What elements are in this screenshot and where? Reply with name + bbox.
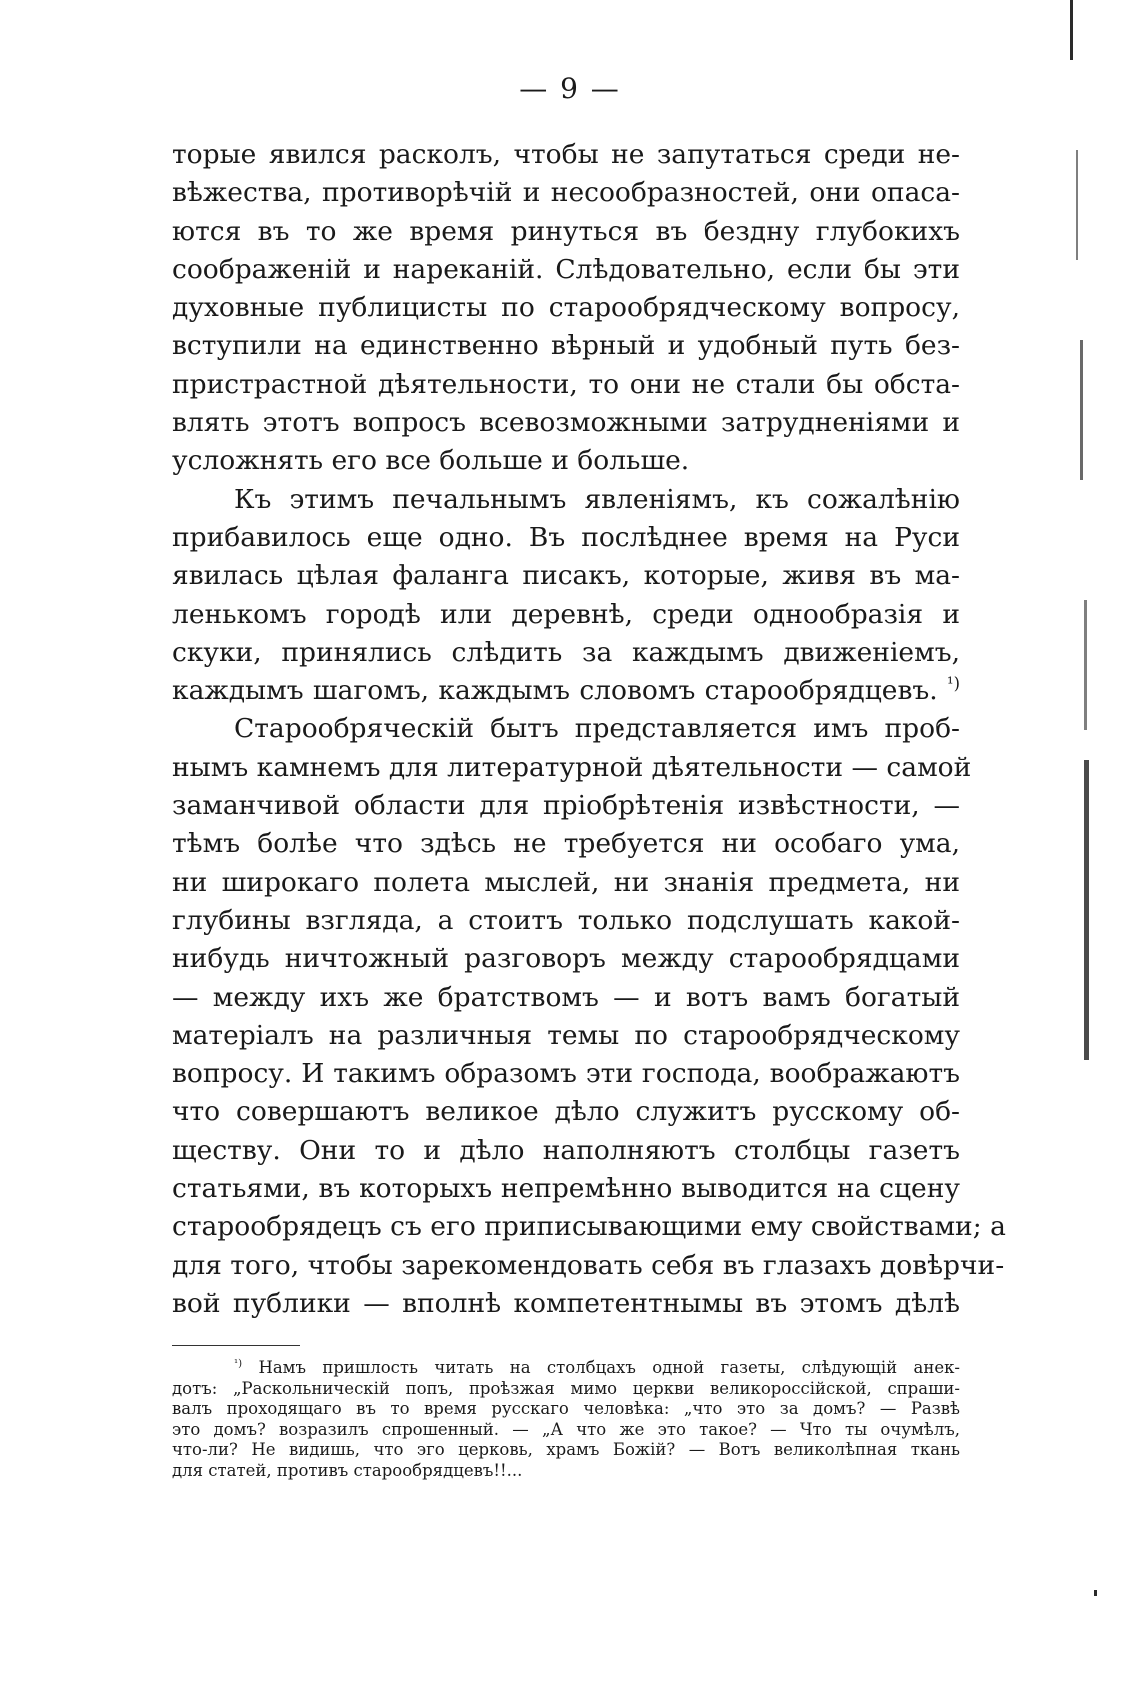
text-line: влять этотъ вопросъ всевозможными затрудненіями и <box>172 407 960 439</box>
text-line: — между ихъ же братствомъ — и вотъ вамъ богатый <box>172 981 960 1013</box>
text-line: духовные публицисты по старообрядческому вопросу, <box>172 292 960 324</box>
text-line: нымъ камнемъ для литературной дѣятельности — самой <box>172 751 972 783</box>
footnote-line: это домъ? возразилъ спрошенный. — „А что же это такое? — Что ты очумѣлъ, <box>172 1419 960 1439</box>
footnote-line: валъ проходящаго въ то время русскаго человѣка: „что это за домъ? — Развѣ <box>172 1399 960 1419</box>
footnote-marker: ¹) <box>234 1358 243 1370</box>
text-line: для того, чтобы зарекомендовать себя въ глазахъ довѣрчи- <box>172 1249 1005 1281</box>
text-line: соображеній и нареканій. Слѣдовательно, если бы эти <box>172 253 960 285</box>
main-text <box>172 136 1006 1323</box>
footnote-line: дотъ: „Раскольническій попъ, проѣзжая мимо церкви великороссійской, спраши- <box>172 1378 960 1398</box>
text-line: старообрядецъ съ его приписывающими ему свойствами; а <box>172 1211 1006 1243</box>
scan-edge-artifact <box>1070 0 1073 60</box>
text-line: явилась цѣлая фаланга писакъ, которые, живя въ ма- <box>172 560 960 592</box>
text-line-content: каждымъ шагомъ, каждымъ словомъ старообрядцевъ. <box>172 675 938 707</box>
text-line: прибавилось еще одно. Въ послѣднее время на Руси <box>172 521 960 553</box>
text-line: матеріалъ на различныя темы по старообрядческому <box>172 1019 960 1051</box>
text-line: вопросу. И такимъ образомъ эти господа, воображаютъ <box>172 1058 960 1090</box>
scan-edge-artifact <box>1080 340 1083 480</box>
footnote-reference: ¹) <box>946 674 960 694</box>
text-line: ленькомъ городѣ или деревнѣ, среди однообразія и <box>172 598 960 630</box>
text-line: ни широкаго полета мыслей, ни знанія предмета, ни <box>172 866 960 898</box>
text-line: Къ этимъ печальнымъ явленіямъ, къ сожалѣнію <box>234 483 960 515</box>
footnote-line <box>172 1358 960 1379</box>
text-line: заманчивой области для пріобрѣтенія извѣстности, — <box>172 790 960 822</box>
footnote-line: что-ли? Не видишь, что эго церковь, храмъ Божій? — Вотъ великолѣпная ткань <box>172 1440 960 1460</box>
text-line: вѣжества, противорѣчій и несообразностей, они опаса- <box>172 177 960 209</box>
page-number: — 9 — <box>519 72 621 105</box>
text-line: нибудь ничтожный разговоръ между старообрядцами <box>172 943 960 975</box>
text-line: Старообряческій бытъ представляется имъ проб- <box>234 713 960 745</box>
text-line-with-note <box>172 672 960 710</box>
text-line: статьями, въ которыхъ непремѣнно выводится на сцену <box>172 1173 960 1205</box>
text-line: вступили на единственно вѣрный и удобный путь без- <box>172 330 960 362</box>
scan-edge-artifact <box>1084 760 1089 1060</box>
footnote <box>172 1358 960 1482</box>
footnote-line-content: Намъ пришлость читать на столбцахъ одной газеты, слѣдующій анек- <box>258 1358 961 1377</box>
text-line: тѣмъ болѣе что здѣсь не требуется ни особаго ума, <box>172 828 960 860</box>
text-line: ются въ то же время ринуться въ бездну глубокихъ <box>172 215 960 247</box>
text-line: торые явился расколъ, чтобы не запутаться среди не- <box>172 139 960 170</box>
footnote-divider <box>172 1345 300 1346</box>
scan-edge-artifact <box>1094 1590 1097 1596</box>
text-line: ществу. Они то и дѣло наполняютъ столбцы газетъ <box>172 1134 960 1166</box>
text-line: скуки, принялись слѣдить за каждымъ движеніемъ, <box>172 636 960 668</box>
scan-edge-artifact <box>1076 150 1078 260</box>
text-line: вой публики — вполнѣ компетентнымы въ этомъ дѣлѣ <box>172 1287 960 1319</box>
footnote-line: для статей, противъ старообрядцевъ!!... <box>172 1460 523 1480</box>
text-line: глубины взгляда, а стоитъ только подслушать какой- <box>172 904 960 936</box>
text-line: усложнять его все больше и больше. <box>172 445 690 477</box>
scan-edge-artifact <box>1084 600 1087 730</box>
text-line: пристрастной дѣятельности, то они не стали бы обста- <box>172 368 960 400</box>
text-line: что совершаютъ великое дѣло служитъ русскому об- <box>172 1096 960 1128</box>
